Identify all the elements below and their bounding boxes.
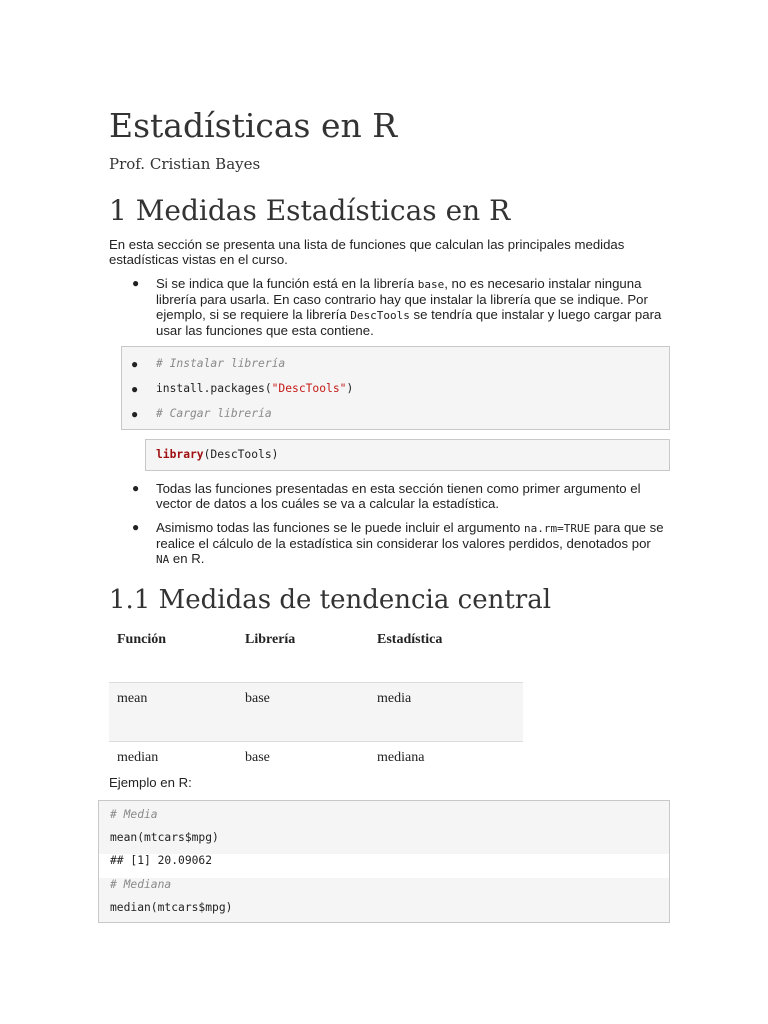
list-item [132, 276, 666, 338]
table-cell: base [237, 683, 369, 742]
inline-code: na.rm=TRUE [523, 522, 591, 535]
bullet-text: , no es necesario instalar ninguna librería para usarla. En caso contrario hay que instalar la librería que se indique. Por ejemplo, si se requiere la librería [156, 276, 648, 322]
table-header-cell: Librería [245, 632, 296, 647]
bullet-text: se tendría que instalar y luego cargar para usar las funciones que esta contiene. [156, 307, 662, 338]
bullet-icon: ● [131, 382, 139, 396]
table-cell: mean [109, 683, 237, 742]
code-line [156, 448, 278, 462]
bullet-icon: ● [131, 407, 139, 421]
table-cell: base [237, 742, 369, 801]
code-line [156, 382, 353, 396]
code-block-install [121, 346, 670, 430]
code-string: "DescTools" [271, 382, 347, 395]
code-keyword: library [156, 448, 204, 461]
code-output: ## [1] 20.09062 [110, 854, 213, 867]
code-comment: # Mediana [110, 878, 172, 891]
table-row [109, 683, 523, 742]
table-row [109, 742, 523, 801]
bullet-icon: ● [132, 520, 140, 534]
table-header-row [109, 624, 523, 683]
list-item [132, 520, 666, 567]
section-heading-1: 1 Medidas Estadísticas en R [109, 194, 511, 227]
bullet-text: Si se indica que la función está en la librería [156, 276, 418, 291]
bullet-icon: ● [132, 276, 140, 290]
functions-table [109, 624, 523, 800]
example-label: Ejemplo en R: [109, 775, 192, 790]
code-args: (DescTools) [203, 448, 279, 461]
bullet-text: Asimismo todas las funciones se le puede incluir el argumento [156, 520, 524, 535]
table-header-cell: Función [117, 632, 167, 647]
table-cell: mediana [369, 742, 523, 801]
section-heading-1-1: 1.1 Medidas de tendencia central [109, 585, 552, 615]
code-function: install.packages( [156, 382, 272, 395]
code-comment: # Cargar librería [156, 407, 272, 420]
inline-code: base [417, 278, 445, 291]
table-header-cell: Estadística [377, 632, 443, 647]
list-item [132, 481, 666, 511]
code-comment: # Media [110, 808, 158, 821]
code-block-library [145, 439, 670, 471]
bullet-text: Todas las funciones presentadas en esta sección tienen como primer argumento el vector de datos a los cuáles se va a calcular la estadística. [156, 481, 641, 511]
document-author: Prof. Cristian Bayes [109, 155, 261, 173]
code-comment: # Instalar librería [156, 357, 286, 370]
bullet-icon: ● [131, 357, 139, 371]
document-title: Estadísticas en R [109, 106, 398, 145]
inline-code: DescTools [350, 309, 410, 322]
code-punct: ) [346, 382, 354, 395]
code-block-example [98, 800, 670, 923]
section-intro: En esta sección se presenta una lista de funciones que calculan las principales medidas estadísticas vistas en el curso. [109, 237, 625, 267]
table-cell: media [369, 683, 523, 742]
bullet-text: para que se realice el cálculo de la estadística sin considerar los valores perdidos, denotados por [156, 520, 664, 551]
code-line: mean(mtcars$mpg) [110, 831, 219, 844]
bullet-icon: ● [132, 481, 140, 495]
bullet-text: en R. [169, 551, 205, 566]
code-line: median(mtcars$mpg) [110, 901, 233, 914]
table-cell: median [109, 742, 237, 801]
inline-code: NA [156, 553, 170, 566]
